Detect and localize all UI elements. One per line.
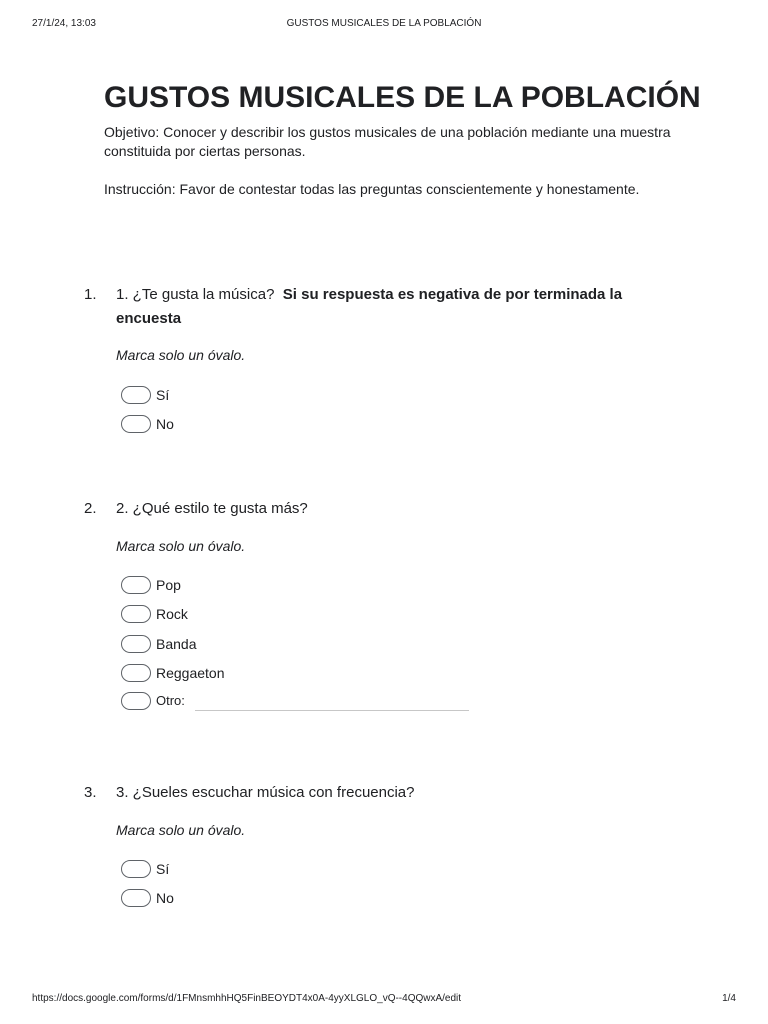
radio-oval[interactable]	[121, 860, 151, 878]
option-label: Sí	[156, 387, 170, 403]
option-label: Reggaeton	[156, 665, 225, 681]
option-label: Otro:	[156, 693, 185, 708]
form-title: GUSTOS MUSICALES DE LA POBLACIÓN	[104, 81, 701, 114]
question-title: 3. ¿Sueles escuchar música con frecuencia?	[116, 784, 415, 801]
question-number: 2.	[84, 500, 97, 517]
radio-oval[interactable]	[121, 386, 151, 404]
print-header	[32, 18, 736, 32]
radio-oval[interactable]	[121, 415, 151, 433]
print-url: https://docs.google.com/forms/d/1FMnsmhhHQ5FinBEOYDT4x0A-4yyXLGLO_vQ--4QQwxA/edit	[32, 993, 462, 1004]
option-label: Sí	[156, 861, 170, 877]
question-number: 3.	[84, 784, 97, 801]
option-rock[interactable]	[121, 603, 541, 625]
radio-oval[interactable]	[121, 635, 151, 653]
question-title: 2. ¿Qué estilo te gusta más?	[116, 500, 308, 517]
question-hint: Marca solo un óvalo.	[116, 347, 246, 363]
question-hint: Marca solo un óvalo.	[116, 822, 246, 838]
question-text	[116, 781, 656, 805]
option-label: Banda	[156, 636, 197, 652]
form-instruction: Instrucción: Favor de contestar todas las preguntas conscientemente y honestamente.	[104, 181, 640, 197]
question-text	[116, 497, 656, 521]
option-pop[interactable]	[121, 574, 541, 596]
other-text-input[interactable]	[195, 710, 469, 711]
radio-oval[interactable]	[121, 664, 151, 682]
option-label: No	[156, 890, 174, 906]
option-label: No	[156, 416, 174, 432]
radio-oval[interactable]	[121, 605, 151, 623]
option-banda[interactable]	[121, 633, 541, 655]
option-otro[interactable]	[121, 690, 541, 712]
question-text	[116, 283, 656, 331]
print-datetime: 27/1/24, 13:03	[32, 18, 96, 29]
question-hint: Marca solo un óvalo.	[116, 538, 246, 554]
form-objective: Objetivo: Conocer y describir los gustos musicales de una población mediante una muestra constituida por ciertas personas.	[104, 124, 671, 159]
print-title: GUSTOS MUSICALES DE LA POBLACIÓN	[286, 18, 482, 29]
radio-oval[interactable]	[121, 889, 151, 907]
page-number: 1/4	[722, 993, 736, 1004]
form-header	[104, 78, 704, 199]
option-si[interactable]	[121, 384, 541, 406]
radio-oval[interactable]	[121, 576, 151, 594]
option-no[interactable]	[121, 887, 541, 909]
option-no[interactable]	[121, 413, 541, 435]
question-emphasis: Si su respuesta es negativa de por terminada la encuesta	[116, 286, 623, 327]
radio-oval[interactable]	[121, 692, 151, 710]
option-si[interactable]	[121, 858, 541, 880]
print-footer	[32, 993, 736, 1007]
option-reggaeton[interactable]	[121, 662, 541, 684]
option-label: Rock	[156, 606, 188, 622]
question-number: 1.	[84, 286, 97, 303]
question-title: 1. ¿Te gusta la música?	[116, 286, 275, 303]
option-label: Pop	[156, 577, 181, 593]
